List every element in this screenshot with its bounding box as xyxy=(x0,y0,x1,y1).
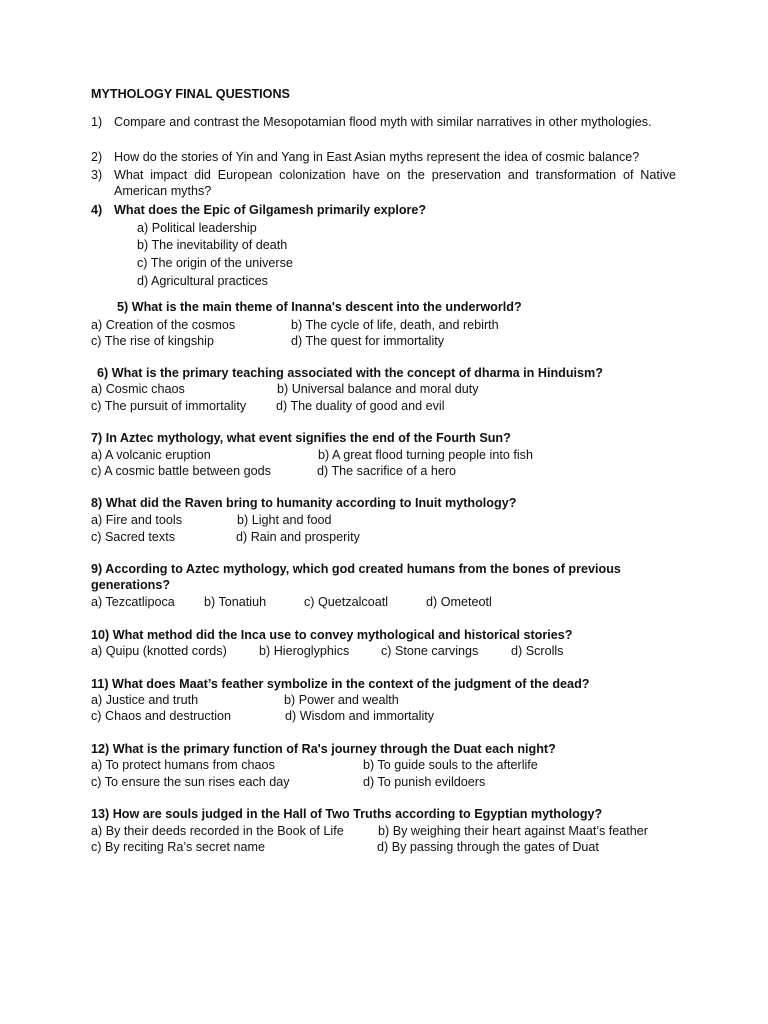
question-13-text: 13) How are souls judged in the Hall of Two Truths according to Egyptian mythology? xyxy=(91,807,603,821)
question-7-option-c: c) A cosmic battle between gods xyxy=(91,464,271,478)
question-7-option-a: a) A volcanic eruption xyxy=(91,448,211,462)
question-4-number: 4) xyxy=(91,203,103,217)
question-10-option-a: a) Quipu (knotted cords) xyxy=(91,644,227,658)
question-9-option-b: b) Tonatiuh xyxy=(204,595,267,609)
question-5-option-a: a) Creation of the cosmos xyxy=(91,318,236,332)
question-11-text: 11) What does Maat’s feather symbolize in the context of the judgment of the dead? xyxy=(91,677,590,691)
question-10-option-c: c) Stone carvings xyxy=(381,644,479,658)
question-11-option-b: b) Power and wealth xyxy=(284,693,399,707)
question-9-text: 9) According to Aztec mythology, which god created humans from the bones of previous generations? xyxy=(91,562,621,592)
question-8-text: 8) What did the Raven bring to humanity according to Inuit mythology? xyxy=(91,496,517,510)
document-title: MYTHOLOGY FINAL QUESTIONS xyxy=(91,87,290,101)
question-13-option-c: c) By reciting Ra’s secret name xyxy=(91,840,266,854)
question-10-option-d: d) Scrolls xyxy=(511,644,564,658)
question-6-option-d: d) The duality of good and evil xyxy=(276,399,445,413)
question-1-number: 1) xyxy=(91,115,103,129)
question-4-option-b: b) The inevitability of death xyxy=(137,238,288,252)
question-12-option-c: c) To ensure the sun rises each day xyxy=(91,775,290,789)
question-4-text: What does the Epic of Gilgamesh primarily explore? xyxy=(114,203,427,217)
question-11-option-a: a) Justice and truth xyxy=(91,693,199,707)
question-2-number: 2) xyxy=(91,150,103,164)
question-6-option-a: a) Cosmic chaos xyxy=(91,382,185,396)
question-4-option-c: c) The origin of the universe xyxy=(137,256,293,270)
question-5-option-c: c) The rise of kingship xyxy=(91,334,214,348)
question-9-option-c: c) Quetzalcoatl xyxy=(304,595,388,609)
question-5-option-b: b) The cycle of life, death, and rebirth xyxy=(291,318,499,332)
question-2-text: How do the stories of Yin and Yang in East Asian myths represent the idea of cosmic balance? xyxy=(114,150,640,164)
question-6-option-c: c) The pursuit of immortality xyxy=(91,399,247,413)
question-8-option-c: c) Sacred texts xyxy=(91,530,175,544)
question-6-option-b: b) Universal balance and moral duty xyxy=(277,382,479,396)
question-8-option-d: d) Rain and prosperity xyxy=(236,530,360,544)
question-4-option-a: a) Political leadership xyxy=(137,221,257,235)
question-11-option-c: c) Chaos and destruction xyxy=(91,709,232,723)
question-11-option-d: d) Wisdom and immortality xyxy=(285,709,435,723)
question-8-option-b: b) Light and food xyxy=(237,513,332,527)
question-12-text: 12) What is the primary function of Ra's journey through the Duat each night? xyxy=(91,742,556,756)
question-8-option-a: a) Fire and tools xyxy=(91,513,182,527)
question-9-option-a: a) Tezcatlipoca xyxy=(91,595,175,609)
question-13-option-d: d) By passing through the gates of Duat xyxy=(377,840,599,854)
question-5-text: 5) What is the main theme of Inanna's descent into the underworld? xyxy=(117,300,522,314)
question-4-option-d: d) Agricultural practices xyxy=(137,274,268,288)
question-12-option-b: b) To guide souls to the afterlife xyxy=(363,758,538,772)
question-9-option-d: d) Ometeotl xyxy=(426,595,492,609)
question-13-option-a: a) By their deeds recorded in the Book of Life xyxy=(91,824,344,838)
question-10-option-b: b) Hieroglyphics xyxy=(259,644,350,658)
question-5-option-d: d) The quest for immortality xyxy=(291,334,445,348)
question-12-option-d: d) To punish evildoers xyxy=(363,775,486,789)
question-10-text: 10) What method did the Inca use to convey mythological and historical stories? xyxy=(91,628,573,642)
question-6-text: 6) What is the primary teaching associated with the concept of dharma in Hinduism? xyxy=(97,366,603,380)
question-3-text: What impact did European colonization have on the preservation and transformation of Native American myths? xyxy=(114,168,676,198)
question-1-text: Compare and contrast the Mesopotamian flood myth with similar narratives in other mythologies. xyxy=(114,115,652,129)
question-12-option-a: a) To protect humans from chaos xyxy=(91,758,275,772)
question-3-number: 3) xyxy=(91,168,103,182)
question-13-option-b: b) By weighing their heart against Maat’s feather xyxy=(378,824,648,838)
question-7-option-d: d) The sacrifice of a hero xyxy=(317,464,457,478)
question-7-text: 7) In Aztec mythology, what event signifies the end of the Fourth Sun? xyxy=(91,431,511,445)
question-7-option-b: b) A great flood turning people into fish xyxy=(318,448,533,462)
